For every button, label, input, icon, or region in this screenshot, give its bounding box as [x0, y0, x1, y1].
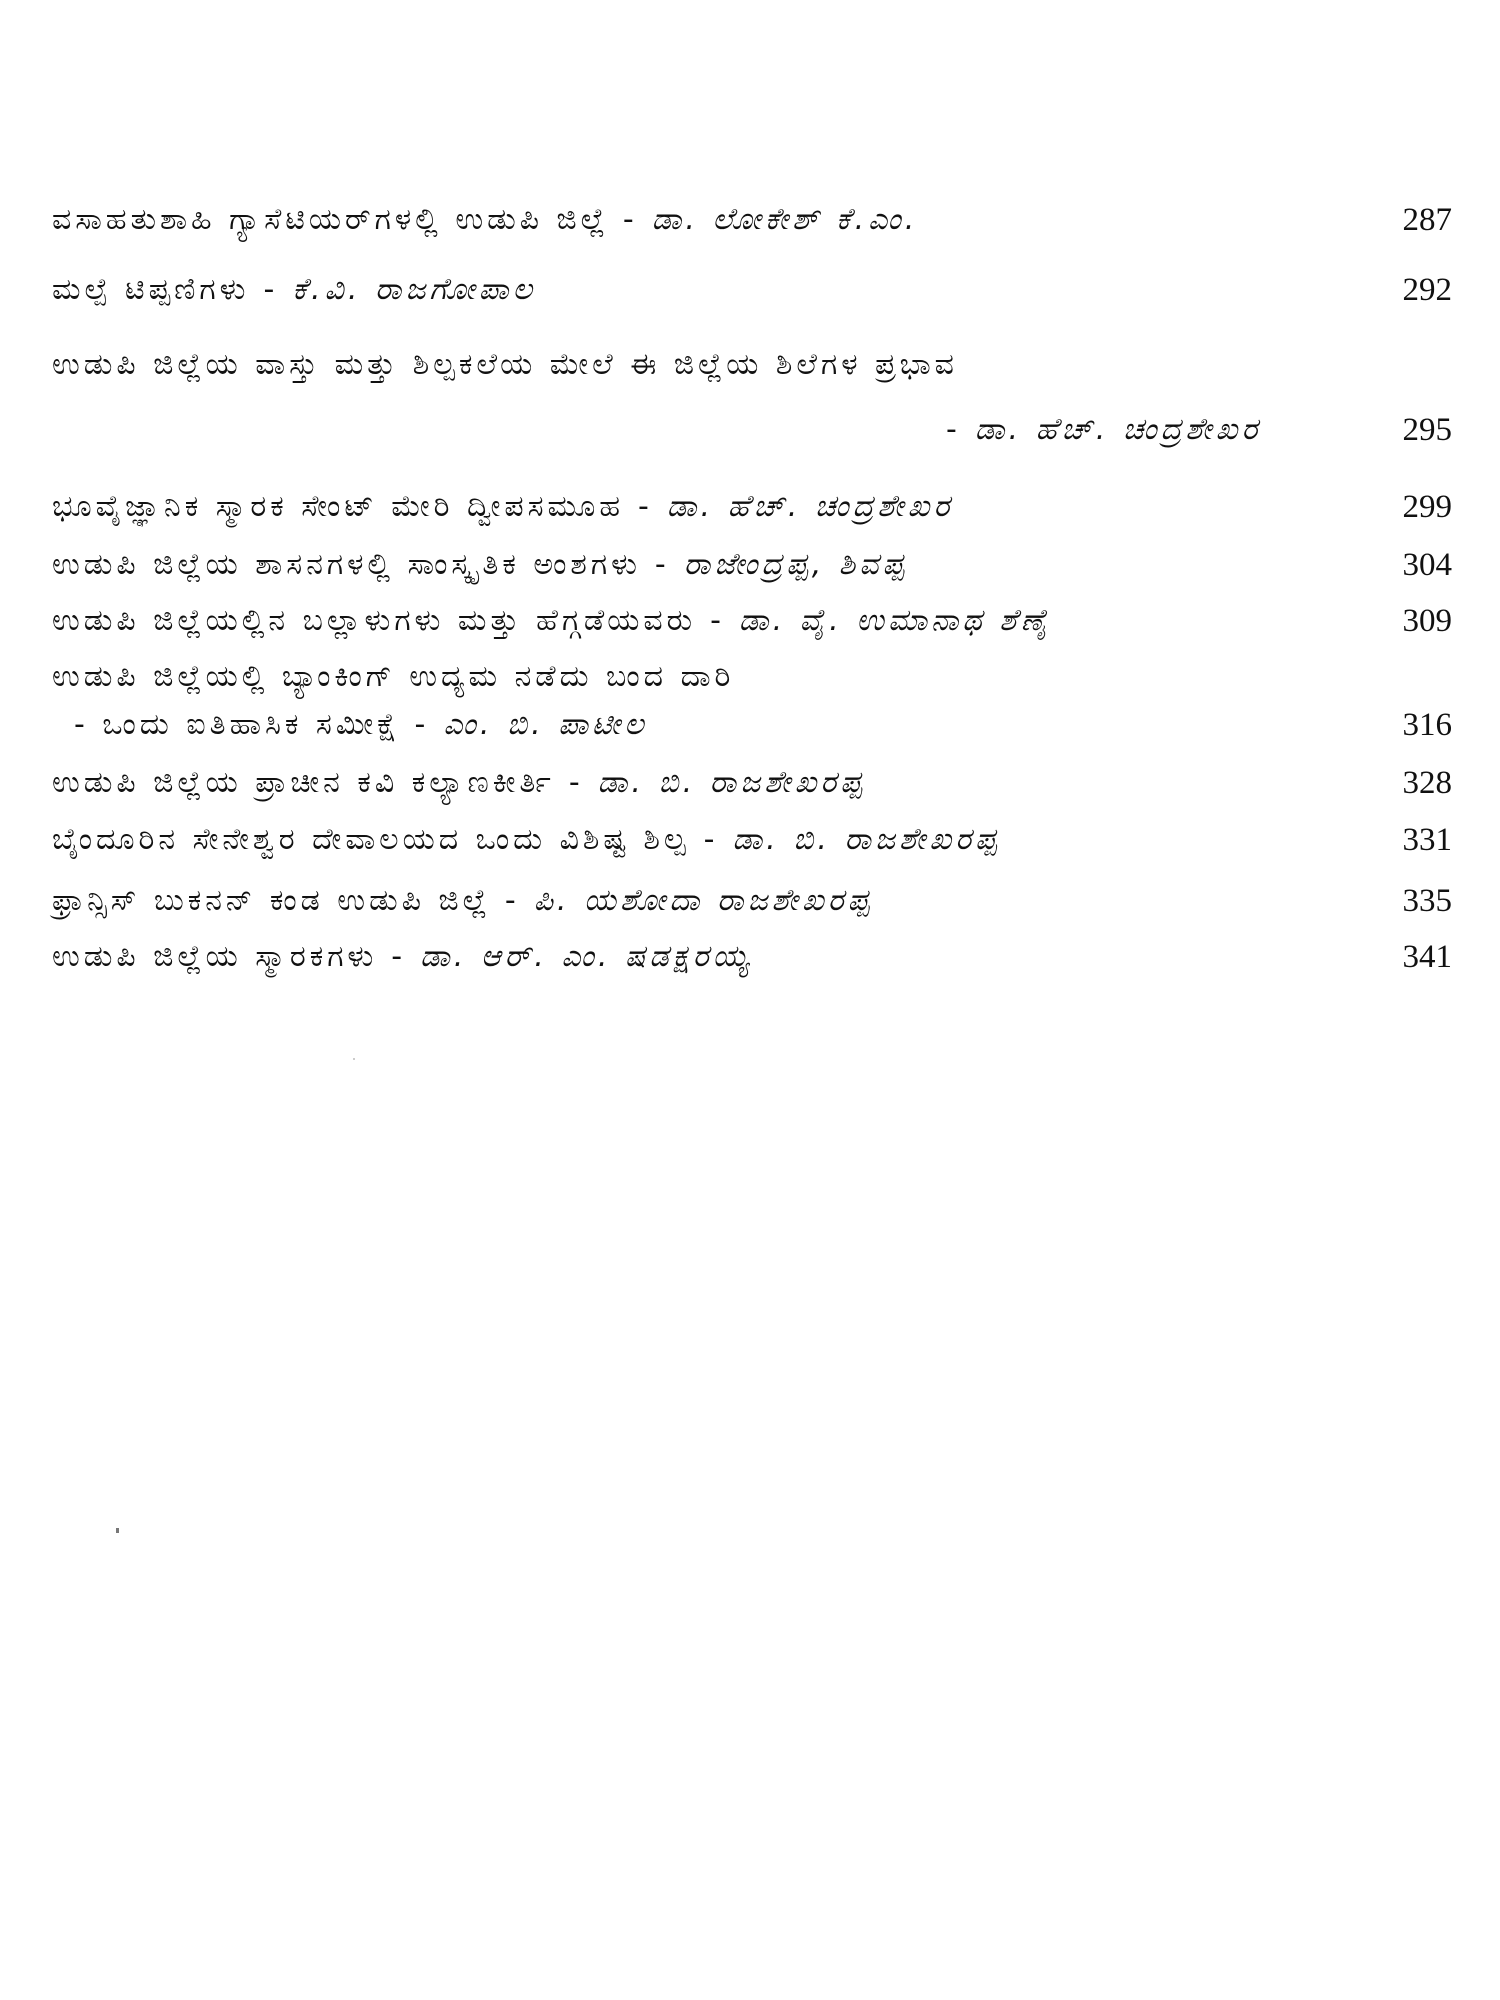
entry-line [52, 881, 873, 921]
entry-dash: - [263, 272, 279, 307]
entry-title: ಉಡುಪಿ ಜಿಲ್ಲೆಯಲ್ಲಿನ ಬಲ್ಲಾಳುಗಳು ಮತ್ತು ಹೆಗ್ಗಡೆಯವರು [52, 603, 697, 638]
entry-author: ಡಾ. ಆರ್. ಎಂ. ಷಡಕ್ಷರಯ್ಯ [420, 939, 753, 974]
scan-speck [116, 1528, 119, 1533]
entry-line [52, 487, 953, 527]
entry-page-number: 341 [1402, 939, 1452, 975]
entry-subtitle-line [74, 705, 648, 745]
entry-author: ಡಾ. ಹೆಚ್. ಚಂದ್ರಶೇಖರ [666, 489, 954, 524]
entry-title: ಉಡುಪಿ ಜಿಲ್ಲೆಯಲ್ಲಿ ಬ್ಯಾಂಕಿಂಗ್ ಉದ್ಯಮ ನಡೆದು ಬಂದ ದಾರಿ [52, 659, 735, 694]
entry-dash: - [414, 707, 430, 742]
entry-title: ಮಲ್ಪೆ ಟಿಪ್ಪಣಿಗಳು [52, 272, 250, 307]
entry-dash: - [638, 489, 653, 524]
entry-author: ಡಾ. ಹೆಚ್. ಚಂದ್ರಶೇಖರ [974, 412, 1262, 447]
entry-author: ಡಾ. ವೈ. ಉಮಾನಾಥ ಶೆಣೈ [738, 603, 1052, 638]
entry-dash: - [703, 822, 719, 857]
entry-author-line [932, 410, 1261, 450]
entry-author: ಎಂ. ಬಿ. ಪಾಟೀಲ [443, 707, 648, 742]
entry-page-number: 309 [1402, 603, 1452, 639]
entry-dash: - [946, 412, 961, 447]
entry-page-number: 287 [1402, 202, 1452, 238]
entry-dash: - [391, 939, 407, 974]
entry-page-number: 299 [1402, 489, 1452, 525]
entry-title: ಫ್ರಾನ್ಸಿಸ್ ಬುಕನನ್ ಕಂಡ ಉಡುಪಿ ಜಿಲ್ಲೆ [52, 883, 491, 918]
entry-subtitle: - ಒಂದು ಐತಿಹಾಸಿಕ ಸಮೀಕ್ಷೆ [74, 707, 401, 742]
entry-dash: - [504, 883, 520, 918]
entry-line [52, 937, 753, 977]
entry-title: ಭೂವೈಜ್ಞಾನಿಕ ಸ್ಮಾರಕ ಸೇಂಟ್ ಮೇರಿ ದ್ವೀಪಸಮೂಹ [52, 489, 624, 524]
entry-title: ಉಡುಪಿ ಜಿಲ್ಲೆಯ ಶಾಸನಗಳಲ್ಲಿ ಸಾಂಸ್ಕೃತಿಕ ಅಂಶಗಳು [52, 547, 641, 582]
entry-page-number: 335 [1402, 883, 1452, 919]
entry-line [52, 763, 866, 803]
entry-page-number: 316 [1402, 707, 1452, 743]
entry-page-number: 292 [1402, 272, 1452, 308]
entry-title: ಉಡುಪಿ ಜಿಲ್ಲೆಯ ಪ್ರಾಚೀನ ಕವಿ ಕಲ್ಯಾಣಕೀರ್ತಿ [52, 765, 555, 800]
entry-author: ಡಾ. ಬಿ. ರಾಜಶೇಖರಪ್ಪ [597, 765, 866, 800]
entry-dash: - [654, 547, 670, 582]
entry-page-number: 328 [1402, 765, 1452, 801]
entry-line [52, 200, 918, 240]
entry-page-number: 331 [1402, 822, 1452, 858]
entry-page-number: 295 [1402, 412, 1452, 448]
entry-author: ಡಾ. ಬಿ. ರಾಜಶೇಖರಪ್ಪ [732, 822, 1001, 857]
entry-line [52, 545, 908, 585]
entry-title: ಬೈಂದೂರಿನ ಸೇನೇಶ್ವರ ದೇವಾಲಯದ ಒಂದು ವಿಶಿಷ್ಟ ಶಿಲ್ಪ [52, 822, 690, 857]
scan-speck [353, 1058, 355, 1060]
entry-page-number: 304 [1402, 547, 1452, 583]
entry-line [52, 601, 1052, 641]
entry-dash: - [622, 202, 638, 237]
entry-dash: - [568, 765, 584, 800]
entry-title: ಉಡುಪಿ ಜಿಲ್ಲೆಯ ಸ್ಮಾರಕಗಳು [52, 939, 378, 974]
entry-title: ಉಡುಪಿ ಜಿಲ್ಲೆಯ ವಾಸ್ತು ಮತ್ತು ಶಿಲ್ಪಕಲೆಯ ಮೇಲೆ ಈ ಜಿಲ್ಲೆಯ ಶಿಲೆಗಳ ಪ್ರಭಾವ [52, 347, 958, 382]
entry-line [52, 820, 1001, 860]
entry-author: ಕೆ.ವಿ. ರಾಜಗೋಪಾಲ [292, 272, 537, 307]
entry-author: ರಾಜೇಂದ್ರಪ್ಪ, ಶಿವಪ್ಪ [683, 547, 909, 582]
entry-dash: - [710, 603, 725, 638]
entry-line [52, 270, 536, 310]
entry-author: ಡಾ. ಲೋಕೇಶ್ ಕೆ.ಎಂ. [651, 202, 919, 237]
entry-author: ಪಿ. ಯಶೋದಾ ರಾಜಶೇಖರಪ್ಪ [533, 883, 874, 918]
entry-title: ವಸಾಹತುಶಾಹಿ ಗ್ಯಾಸೆಟಿಯರ್‌ಗಳಲ್ಲಿ ಉಡುಪಿ ಜಿಲ್ಲೆ [52, 202, 609, 237]
